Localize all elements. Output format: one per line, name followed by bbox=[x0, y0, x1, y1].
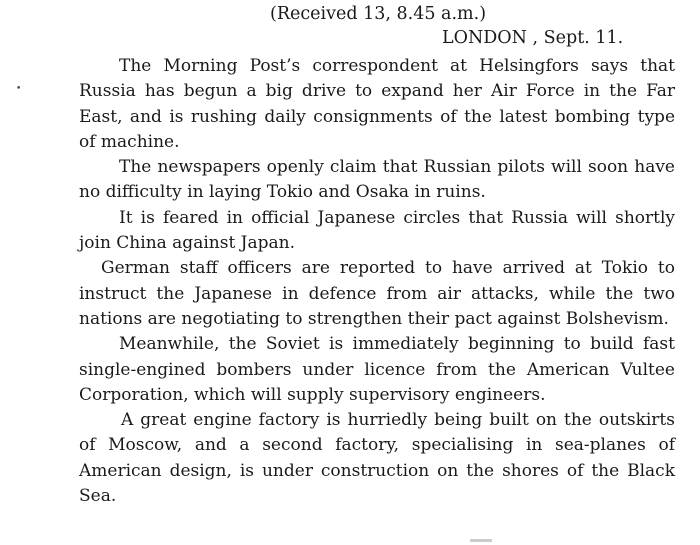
paragraph-1: The Morning Post’s correspondent at Helsingfors says that Russia has begun a big drive to expand her Air Force in the Far East, and is rushing daily consignments of the latest bombing type of machine. bbox=[79, 56, 675, 152]
paragraph-6: A great engine factory is hurriedly being built on the outskirts of Moscow, and a second factory, specialising in sea-planes of American design, is under construction on the shores of the Black Sea. bbox=[79, 410, 675, 507]
dateline: LONDON , Sept. 11. bbox=[442, 28, 624, 48]
paragraph-2: The newspapers openly claim that Russian pilots will soon have no difficulty in laying Tokio and Osaka in ruins. bbox=[79, 157, 675, 203]
paragraph-3: It is feared in official Japanese circles that Russia will shortly join China against Japan. bbox=[79, 207, 675, 254]
cut-off-top-line bbox=[170, 0, 590, 3]
print-smudge bbox=[470, 539, 492, 542]
paragraph-5: Meanwhile, the Soviet is immediately beginning to build fast single-engined bombers under licence from the American Vultee Corporation, which will supply supervisory engineers. bbox=[79, 334, 675, 405]
article-body bbox=[79, 54, 675, 509]
paragraph-4: German staff officers are reported to have arrived at Tokio to instruct the Japanese in defence from air attacks, while the two nations are negotiating to strengthen their pact against Bolshevism. bbox=[79, 258, 675, 329]
margin-mark: • bbox=[16, 84, 22, 94]
received-time: (Received 13, 8.45 a.m.) bbox=[270, 4, 487, 24]
